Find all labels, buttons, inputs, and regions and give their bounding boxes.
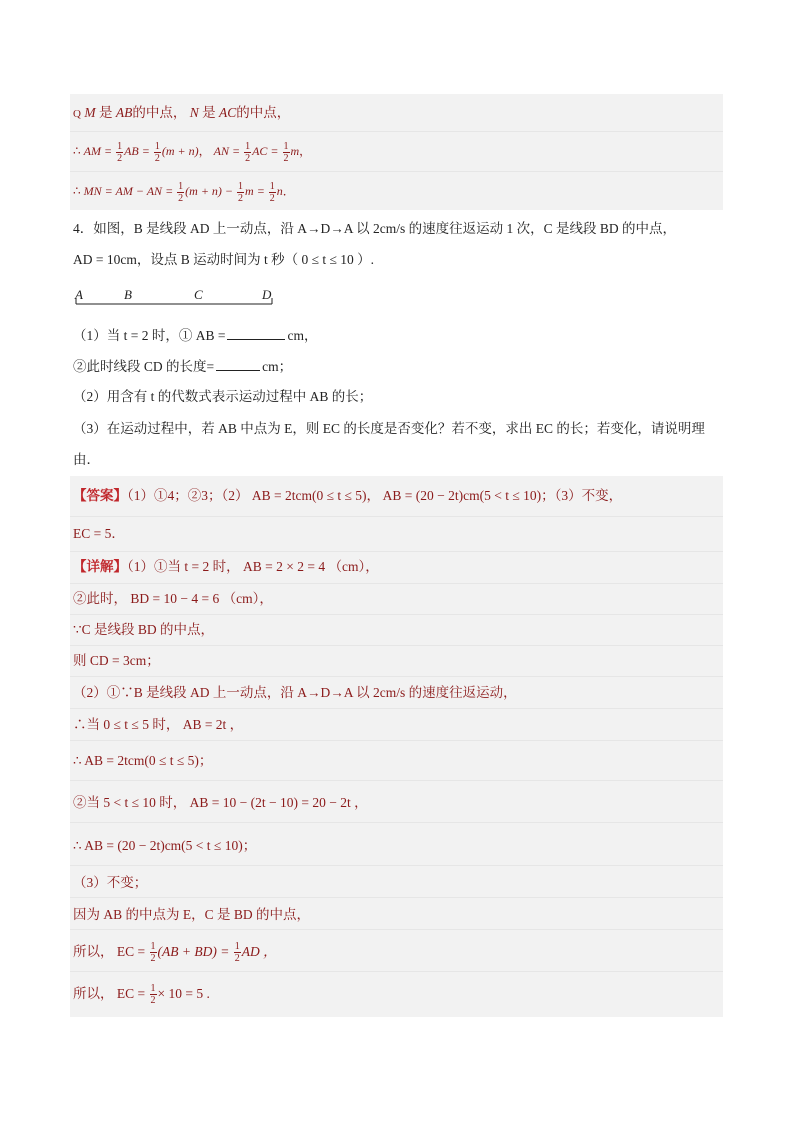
row-divider bbox=[70, 971, 723, 972]
fraction: $\frac{1}{2}$ bbox=[150, 941, 156, 965]
fraction: $\frac{1}{2}$ bbox=[269, 180, 275, 204]
row-divider bbox=[70, 865, 723, 866]
detail-line-6: ∴当 0 ≤ t ≤ 5 时， AB = 2t ， bbox=[73, 717, 244, 732]
row-divider bbox=[70, 676, 723, 677]
answer-tag: 【答案】 bbox=[73, 488, 127, 503]
detail-line-4: 则 CD = 3cm； bbox=[73, 653, 160, 668]
row-divider bbox=[70, 780, 723, 781]
detail-line-11: 因为 AB 的中点为 E，C 是 BD 的中点， bbox=[73, 907, 311, 922]
row-divider bbox=[70, 171, 723, 172]
solution-line-2: ∴ AM = $\frac{1}{2}$ AB = $\frac{1}{2}$ (m + n)， AN = $\frac{1}{2}$ AC = $\frac{1}{2}$ m， bbox=[73, 140, 312, 164]
answer-blank[interactable] bbox=[227, 325, 285, 340]
fraction: $\frac{1}{2}$ bbox=[178, 180, 184, 204]
row-divider bbox=[70, 551, 723, 552]
row-divider bbox=[70, 740, 723, 741]
detail-line-13: 所以， EC = $\frac{1}{2}$ × 10 = 5 . bbox=[73, 983, 210, 1007]
row-divider bbox=[70, 614, 723, 615]
fraction: $\frac{1}{2}$ bbox=[117, 140, 123, 164]
detail-line-3: ∵C 是线段 BD 的中点， bbox=[73, 622, 214, 637]
solution-line-3: ∴ MN = AM − AN = $\frac{1}{2}$ (m + n) − $\frac{1}{2}$ m = $\frac{1}{2}$ n． bbox=[73, 180, 295, 204]
label-a: A bbox=[75, 287, 83, 302]
question-line-1: 4．如图，B 是线段 AD 上一动点，沿 A→D→A 以 2cm/s 的速度往返运动 1 次，C 是线段 BD 的中点， bbox=[73, 221, 677, 236]
question-sub1b: ②此时线段 CD 的长度= cm； bbox=[73, 356, 292, 376]
detail-line-5: （2）①∵B 是线段 AD 上一动点，沿 A→D→A 以 2cm/s 的速度往返运动， bbox=[73, 685, 517, 700]
detail-line-7: ∴ AB = 2tcm(0 ≤ t ≤ 5)； bbox=[73, 753, 213, 768]
question-sub1a: （1）当 t = 2 时，① AB = cm， bbox=[73, 325, 317, 345]
segment-figure bbox=[72, 284, 282, 310]
question-sub3-line1: （3）在运动过程中，若 AB 中点为 E，则 EC 的长度是否变化？若不变，求出 EC 的长；若变化，请说明理 bbox=[73, 421, 705, 436]
detail-line-10: （3）不变； bbox=[73, 875, 148, 890]
row-divider bbox=[70, 708, 723, 709]
row-divider bbox=[70, 583, 723, 584]
question-line-2: AD = 10cm，设点 B 运动时间为 t 秒（ 0 ≤ t ≤ 10 ）. bbox=[73, 252, 375, 267]
question-sub2: （2）用含有 t 的代数式表示运动过程中 AB 的长； bbox=[73, 389, 373, 404]
row-divider bbox=[70, 822, 723, 823]
row-divider bbox=[70, 929, 723, 930]
answer-line-2: EC = 5． bbox=[73, 526, 125, 541]
segment-diagram bbox=[72, 284, 282, 310]
answer-line-1: 【答案】（1）①4；②3；（2） AB = 2tcm(0 ≤ t ≤ 5)， AB = (20 − 2t)cm(5 < t ≤ 10)；（3）不变， bbox=[73, 488, 623, 503]
fraction: $\frac{1}{2}$ bbox=[154, 140, 160, 164]
detail-tag: 【详解】 bbox=[73, 559, 127, 574]
detail-line-8: ②当 5 < t ≤ 10 时， AB = 10 − (2t − 10) = 20 − 2t ， bbox=[73, 795, 368, 810]
detail-line-9: ∴ AB = (20 − 2t)cm(5 < t ≤ 10)； bbox=[73, 838, 257, 853]
row-divider bbox=[70, 645, 723, 646]
label-d: D bbox=[262, 287, 272, 302]
fraction: $\frac{1}{2}$ bbox=[238, 180, 244, 204]
row-divider bbox=[70, 131, 723, 132]
label-c: C bbox=[194, 287, 203, 302]
answer-blank[interactable] bbox=[216, 356, 260, 371]
detail-line-12: 所以， EC = $\frac{1}{2}$ (AB + BD) = $\frac{1}{2}$ AD ， bbox=[73, 941, 277, 965]
fraction: $\frac{1}{2}$ bbox=[150, 983, 156, 1007]
row-divider bbox=[70, 897, 723, 898]
fraction: $\frac{1}{2}$ bbox=[245, 140, 251, 164]
row-divider bbox=[70, 516, 723, 517]
detail-line-1: 【详解】（1）①当 t = 2 时， AB = 2 × 2 = 4 （cm）， bbox=[73, 559, 379, 574]
question-sub3-line2: 由． bbox=[73, 452, 100, 467]
detail-line-2: ②此时， BD = 10 − 4 = 6 （cm）， bbox=[73, 591, 273, 606]
fraction: $\frac{1}{2}$ bbox=[283, 140, 289, 164]
fraction: $\frac{1}{2}$ bbox=[234, 941, 240, 965]
label-b: B bbox=[124, 287, 132, 302]
solution-line-1: Q M 是 AB的中点， N 是 AC的中点， bbox=[73, 105, 291, 120]
